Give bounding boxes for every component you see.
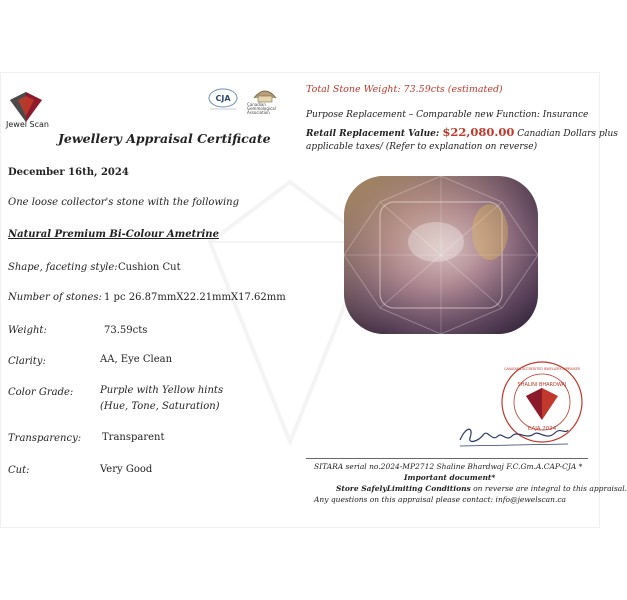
- footer-limiting: Limiting Conditions: [386, 484, 471, 493]
- footer-divider: [306, 458, 588, 459]
- field-transparency-label: Transparency:: [8, 433, 82, 444]
- field-transparency-value: Transparent: [102, 432, 165, 443]
- footer-store-safely: Store Safely: [336, 484, 387, 493]
- field-clarity-label: Clarity:: [8, 356, 46, 367]
- handwritten-signature-icon: [456, 420, 572, 450]
- field-clarity-value: AA, Eye Clean: [100, 354, 173, 365]
- field-cut-label: Cut:: [8, 465, 30, 476]
- total-stone-weight: Total Stone Weight: 73.59cts (estimated): [306, 84, 503, 95]
- footer-conditions: [336, 484, 627, 493]
- seal-name: SHALINI BHARDWAJ: [517, 382, 567, 388]
- footer-important: Important document*: [404, 473, 496, 482]
- cja-logo-icon: [206, 86, 240, 112]
- appraisal-certificate: [0, 72, 627, 528]
- field-shape-value: Cushion Cut: [118, 262, 181, 273]
- footer-contact: Any questions on this appraisal please contact: info@jewelscan.ca: [314, 495, 567, 504]
- retail-value: $22,080.00: [442, 125, 515, 139]
- retail-suffix: Canadian Dollars plus: [514, 129, 618, 139]
- ametrine-gem-image: [340, 172, 542, 338]
- field-color-label: Color Grade:: [8, 387, 74, 398]
- cga-text: Canadian Gemmological Association: [247, 102, 276, 115]
- logo-label: Jewel Scan: [6, 120, 49, 129]
- retail-label: Retail Replacement Value:: [306, 129, 440, 139]
- certificate-date: December 16th, 2024: [8, 167, 129, 178]
- footer-serial: SITARA serial no.2024-MP2712 Shaline Bhardwaj F.C.Gm.A.CAP-CJA *: [314, 462, 583, 471]
- footer-conditions-rest: on reverse are integral to this appraisal.: [470, 484, 627, 493]
- certificate-intro: One loose collector's stone with the following: [8, 197, 240, 208]
- seal-year: CAJA 2024: [527, 426, 557, 432]
- field-color-value: Purple with Yellow hints: [100, 385, 224, 396]
- retail-suffix-line2: applicable taxes/ (Refer to explanation on reverse): [306, 142, 538, 152]
- seal-outer-text: CANADIAN ACCREDITED JEWELLERY APPRAISER: [504, 367, 580, 371]
- certificate-title: Jewellery Appraisal Certificate: [58, 131, 271, 146]
- field-weight-value: 73.59cts: [104, 325, 148, 336]
- field-color-value-note: (Hue, Tone, Saturation): [100, 401, 220, 412]
- field-count-label: Number of stones:: [8, 292, 102, 303]
- purpose-line: Purpose Replacement – Comparable new Function: Insurance: [306, 110, 589, 120]
- field-count-value: 1 pc 26.87mmX22.21mmX17.62mm: [104, 292, 286, 303]
- stone-name: Natural Premium Bi-Colour Ametrine: [8, 229, 219, 240]
- retail-line: [306, 125, 618, 139]
- field-cut-value: Very Good: [100, 464, 153, 475]
- field-weight-label: Weight:: [8, 325, 47, 336]
- field-shape-label: Shape, faceting style:: [8, 262, 118, 273]
- cja-label: CJA: [215, 94, 231, 103]
